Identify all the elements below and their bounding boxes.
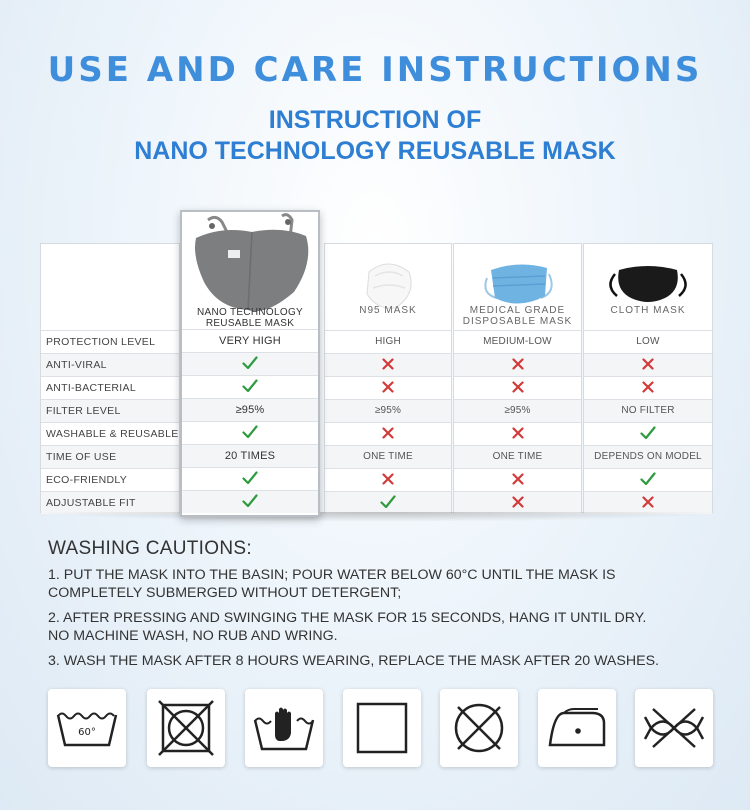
table-row [182,352,318,375]
column-header [325,305,451,316]
table-row [182,490,318,513]
no-wring-icon [635,689,713,767]
row-label: ECO-FRIENDLY [46,474,127,486]
column-cloth-mask [583,243,713,513]
row-label: ADJUSTABLE FIT [46,497,136,509]
check-icon [182,422,318,445]
table-row [584,445,712,468]
cross-icon [325,469,451,492]
table-row [584,330,712,353]
table-row [41,422,179,445]
table-row [454,376,581,399]
main-title: USE AND CARE INSTRUCTIONS [47,50,703,90]
check-icon [584,469,712,492]
column-header [454,305,581,327]
table-row [584,491,712,514]
column-medical-mask [453,243,582,513]
cross-icon [584,354,712,377]
column-header [182,307,318,329]
check-icon [182,491,318,514]
table-row [41,468,179,491]
dry-flat-icon [343,689,421,767]
cell-value: HIGH [375,336,401,347]
cell-value: VERY HIGH [219,335,281,347]
cross-icon [325,354,451,377]
subtitle-line-1: INSTRUCTION OF [268,106,482,134]
table-row [325,399,451,422]
subtitle-line-2: NANO TECHNOLOGY REUSABLE MASK [134,137,616,165]
table-row [584,399,712,422]
check-icon [584,423,712,446]
table-row [182,421,318,444]
table-row [182,444,318,467]
table-row [454,445,581,468]
table-row [325,491,451,514]
wash-temperature-label: 60° [78,727,96,738]
cross-icon [325,377,451,400]
table-row [41,353,179,376]
table-row [584,376,712,399]
cell-value: LOW [636,336,660,347]
row-label: ANTI-VIRAL [46,359,107,371]
cell-value: 20 TIMES [224,450,276,462]
washing-step-2 [48,609,728,645]
wash-60-icon [48,689,126,767]
cross-icon [454,354,581,377]
table-row [182,398,318,421]
no-tumble-dry-icon [147,689,225,767]
table-row [325,422,451,445]
cell-value: ≥95% [504,405,531,416]
cell-value: ≥95% [235,404,265,416]
table-row [325,353,451,376]
cross-icon [454,377,581,400]
cross-icon [325,423,451,446]
check-icon [182,376,318,399]
table-row [454,422,581,445]
column-header-line-1: NANO TECHNOLOGY [197,307,303,318]
column-n95-mask [324,243,452,513]
table-row [325,445,451,468]
washing-step-3: 3. WASH THE MASK AFTER 8 HOURS WEARING, REPLACE THE MASK AFTER 20 WASHES. [48,653,659,669]
row-label: FILTER LEVEL [46,405,121,417]
table-row [454,491,581,514]
column-header-line-1: N95 MASK [359,305,417,316]
column-header [584,305,712,316]
table-row [454,353,581,376]
iron-low-icon [538,689,616,767]
column-header-line-1: CLOTH MASK [610,305,686,316]
cell-value: NO FILTER [621,405,675,416]
check-icon [182,468,318,491]
row-label: TIME OF USE [46,451,117,463]
table-row [454,468,581,491]
table-row [41,399,179,422]
washing-step-2-line-1: 2. AFTER PRESSING AND SWINGING THE MASK FOR 15 SECONDS, HANG IT UNTIL DRY. [48,610,647,626]
washing-cautions-title: WASHING CAUTIONS: [48,538,252,559]
cross-icon [454,423,581,446]
table-row [182,329,318,352]
table-row [182,467,318,490]
cell-value: MEDIUM-LOW [483,336,552,347]
table-row [454,399,581,422]
cell-value: ONE TIME [492,451,543,462]
table-row [41,445,179,468]
cell-value: ONE TIME [363,451,413,462]
row-label: WASHABLE & REUSABLE [46,428,179,440]
table-row [454,330,581,353]
row-labels-column [40,243,180,513]
column-header-line-2: REUSABLE MASK [205,318,295,329]
table-row [325,376,451,399]
washing-step-2-line-2: NO MACHINE WASH, NO RUB AND WRING. [48,628,338,644]
no-dry-clean-icon [440,689,518,767]
comparison-table [40,243,713,513]
row-label: ANTI-BACTERIAL [46,382,136,394]
hand-wash-icon [245,689,323,767]
table-row [584,422,712,445]
cross-icon [584,377,712,400]
table-row [584,353,712,376]
column-header-line-2: DISPOSABLE MASK [462,316,573,327]
table-row [325,468,451,491]
table-row [41,330,179,353]
table-row [325,330,451,353]
cell-value: ≥95% [374,405,402,416]
table-row [41,491,179,514]
table-row [584,468,712,491]
row-label: PROTECTION LEVEL [46,336,156,348]
cross-icon [454,469,581,492]
cell-value: DEPENDS ON MODEL [594,451,702,462]
table-row [41,376,179,399]
table-shadow [34,512,724,522]
washing-step-1 [48,566,728,602]
check-icon [182,353,318,376]
column-nano-mask [180,210,320,517]
column-header-line-1: MEDICAL GRADE [469,305,566,316]
table-row [182,375,318,398]
washing-step-1-line-2: COMPLETELY SUBMERGED WITHOUT DETERGENT; [48,585,402,601]
washing-step-1-line-1: 1. PUT THE MASK INTO THE BASIN; POUR WATER BELOW 60°C UNTIL THE MASK IS [48,567,616,583]
